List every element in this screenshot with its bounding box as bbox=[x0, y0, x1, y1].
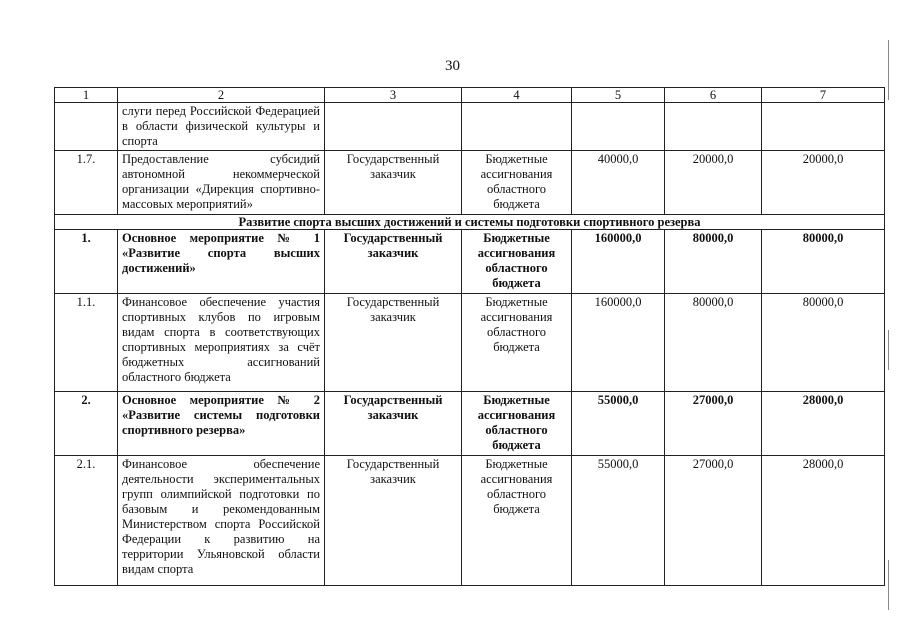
value-col5 bbox=[572, 103, 665, 151]
section-title: Развитие спорта высших достижений и системы подготовки спортивного резерва bbox=[55, 215, 885, 230]
activity-name: Основное мероприятие № 1 «Развитие спорта высших достижений» bbox=[118, 230, 325, 294]
value-col5: 40000,0 bbox=[572, 151, 665, 215]
scan-edge-mark bbox=[888, 40, 889, 100]
customer-cell: Государственный заказчик bbox=[325, 151, 462, 215]
value-col6: 27000,0 bbox=[665, 392, 762, 456]
row-number: 1.7. bbox=[55, 151, 118, 215]
column-number-row bbox=[55, 88, 885, 103]
value-col5: 160000,0 bbox=[572, 230, 665, 294]
column-number: 5 bbox=[572, 88, 665, 103]
value-col7: 28000,0 bbox=[762, 456, 885, 586]
customer-cell: Государственный заказчик bbox=[325, 392, 462, 456]
funding-source-cell: Бюджетные ассигнования областного бюджета bbox=[462, 392, 572, 456]
value-col6: 27000,0 bbox=[665, 456, 762, 586]
value-col5: 55000,0 bbox=[572, 456, 665, 586]
value-col6: 80000,0 bbox=[665, 294, 762, 392]
customer-cell bbox=[325, 103, 462, 151]
column-number: 6 bbox=[665, 88, 762, 103]
table-row bbox=[55, 230, 885, 294]
activity-name: Основное мероприятие № 2 «Развитие системы подготовки спортивного резерва» bbox=[118, 392, 325, 456]
value-col7: 20000,0 bbox=[762, 151, 885, 215]
column-number: 7 bbox=[762, 88, 885, 103]
value-col6: 20000,0 bbox=[665, 151, 762, 215]
table-row bbox=[55, 294, 885, 392]
value-col7: 80000,0 bbox=[762, 230, 885, 294]
table-row bbox=[55, 151, 885, 215]
value-col7: 28000,0 bbox=[762, 392, 885, 456]
scan-edge-mark bbox=[888, 330, 889, 370]
activity-name: Финансовое обеспечение деятельности экспериментальных групп олимпийской подготовки по базовым и рекомендованным Министерством спорта Российской Федерации к развитию на территории Ульяновской области видам спорта bbox=[118, 456, 325, 586]
row-number: 2. bbox=[55, 392, 118, 456]
value-col6 bbox=[665, 103, 762, 151]
customer-cell: Государственный заказчик bbox=[325, 294, 462, 392]
table-row bbox=[55, 392, 885, 456]
table-row bbox=[55, 103, 885, 151]
budget-table bbox=[54, 87, 885, 586]
column-number: 4 bbox=[462, 88, 572, 103]
value-col7: 80000,0 bbox=[762, 294, 885, 392]
funding-source-cell: Бюджетные ассигнования областного бюджета bbox=[462, 151, 572, 215]
value-col6: 80000,0 bbox=[665, 230, 762, 294]
activity-name: Финансовое обеспечение участия спортивных клубов по игровым видам спорта в соответствующих спортивных мероприятиях за счёт бюджетных ассигнований областного бюджета bbox=[118, 294, 325, 392]
row-number: 1.1. bbox=[55, 294, 118, 392]
column-number: 1 bbox=[55, 88, 118, 103]
row-number: 2.1. bbox=[55, 456, 118, 586]
activity-name: слуги перед Российской Федерацией в области физической культуры и спорта bbox=[118, 103, 325, 151]
value-col5: 55000,0 bbox=[572, 392, 665, 456]
value-col7 bbox=[762, 103, 885, 151]
activity-name: Предоставление субсидий автономной некоммерческой организации «Дирекция спортивно-массовых мероприятий» bbox=[118, 151, 325, 215]
value-col5: 160000,0 bbox=[572, 294, 665, 392]
funding-source-cell bbox=[462, 103, 572, 151]
table-row bbox=[55, 456, 885, 586]
customer-cell: Государственный заказчик bbox=[325, 456, 462, 586]
customer-cell: Государственный заказчик bbox=[325, 230, 462, 294]
column-number: 3 bbox=[325, 88, 462, 103]
scan-edge-mark bbox=[888, 560, 889, 610]
row-number bbox=[55, 103, 118, 151]
column-number: 2 bbox=[118, 88, 325, 103]
page-number: 30 bbox=[445, 58, 460, 74]
funding-source-cell: Бюджетные ассигнования областного бюджета bbox=[462, 230, 572, 294]
funding-source-cell: Бюджетные ассигнования областного бюджета bbox=[462, 456, 572, 586]
row-number: 1. bbox=[55, 230, 118, 294]
funding-source-cell: Бюджетные ассигнования областного бюджета bbox=[462, 294, 572, 392]
section-heading-row bbox=[55, 215, 885, 230]
